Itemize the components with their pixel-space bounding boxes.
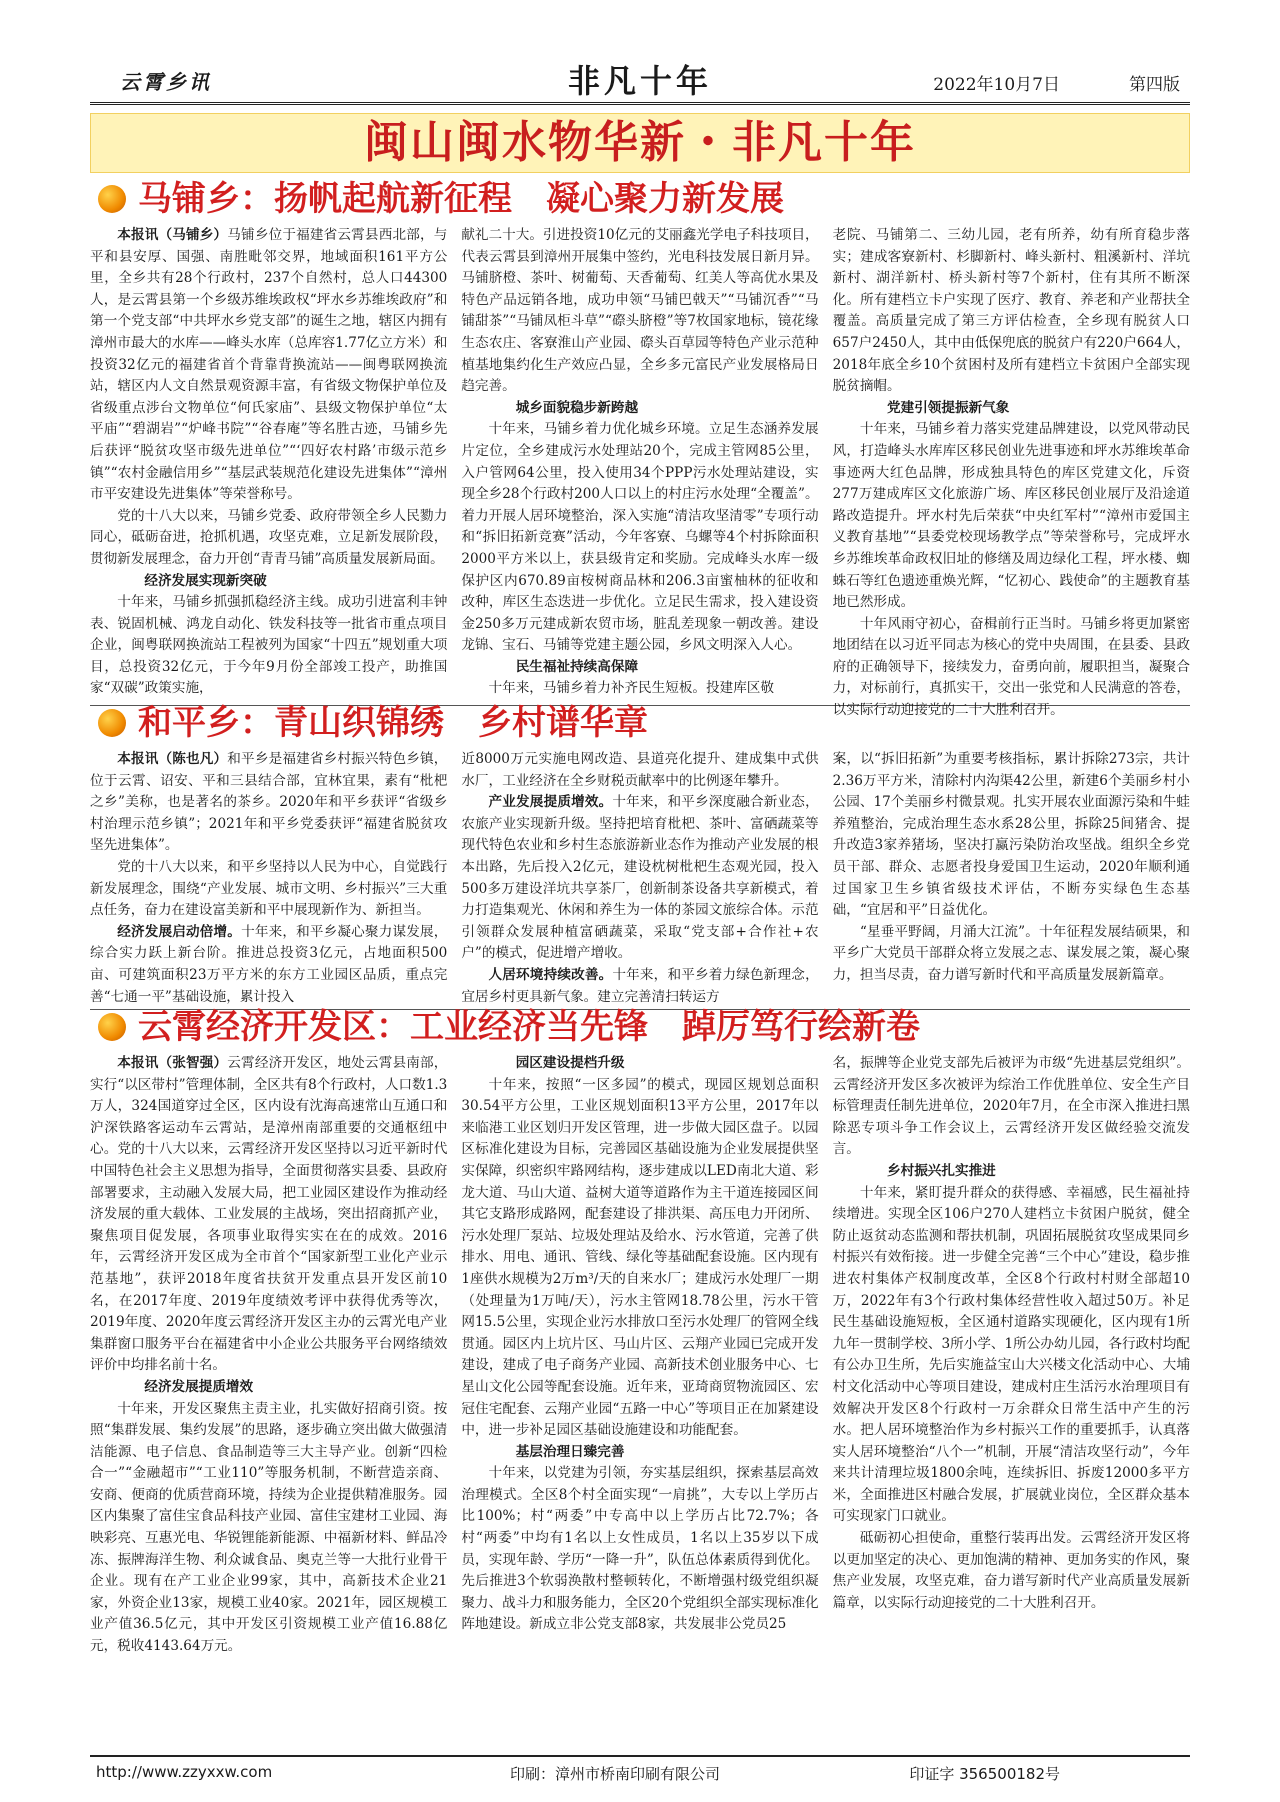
article-headline: 和平乡：青山织锦绣 乡村谱华章 [90, 701, 1190, 745]
license-number: 印证字 356500182号 [909, 1765, 1060, 1783]
subheading: 乡村振兴扎实推进 [887, 1162, 996, 1179]
article-heping [90, 701, 1190, 1005]
paragraph: 砥砺初心担使命，重整行装再出发。云霄经济开发区将以更加坚定的决心、更加饱满的精神、更加务实的作风，聚焦产业发展，攻坚克难，奋力谱写新时代产业高质量发展新篇章，以实际行动迎接党的二十大胜利召开。 [832, 1530, 1190, 1611]
paragraph: 十年来，紧盯提升群众的获得感、幸福感，民生福祉持续增进。实现全区106户270人建档立卡贫困户脱贫，健全防止返贫动态监测和帮扶机制，巩固拓展脱贫攻坚成果同乡村振兴有效衔接。进一步健全完善“三个中心”建设，稳步推进农村集体产权制度改革，全区8个行政村村财全部超10万，2022年有3个行政村集体经营性收入超过50万。补足民生基础设施短板，全区通村道路实现硬化，区内现有1所九年一贯制学校、3所小学、1所公办幼儿园，各行政村均配有公办卫生所，先后实施益宝山大兴楼文化活动中心、大埔村文化活动中心等项目建设，建成村庄生活污水治理项目有效解决开发区8个行政村一万余群众日常生活中产生的污水。把人居环境整治作为乡村振兴工作的重要抓手，认真落实人居环境整治“八个一”机制，开展“清洁攻坚行动”，今年来共计清理垃圾1800余吨，连续拆旧、拆废12000多平方米，全面推进区村融合发展，扩展就业岗位，全区群众基本可实现家门口就业。 [832, 1184, 1190, 1525]
paragraph: “星垂平野阔，月涌大江流”。十年征程发展结硕果，和平乡广大党员干部群众将立发展之志、谋发展之策，凝心聚力，担当尽责，奋力谱写新时代和平高质量发展新篇章。 [832, 923, 1190, 983]
paragraph: 献礼二十大。引进投资10亿元的艾丽鑫光学电子科技项目，代表云霄县到漳州开展集中签约，光电科技发展日新月异。马铺脐橙、茶叶、树葡萄、天香葡萄、红美人等高优水果及特色产品远销各地，成功申领“马铺巴戟天”“马铺沉香”“马铺甜茶”“马铺凤柜斗草”“磜头脐橙”等7枚国家地标，镜花缘生态农庄、客寮淮山产业园、磜头百草园等特色产业示范种植基地集约化生产效应凸显，全乡多元富民产业发展格局日趋完善。 [461, 227, 819, 395]
paragraph: 十年来，开发区聚焦主责主业，扎实做好招商引资。按照“集群发展、集约发展”的思路，逐步确立突出做大做强清洁能源、电子信息、食品制造等三大主导产业。创新“四检合一”“金融超市”“工业110”等服务机制，不断营造亲商、安商、便商的优质营商环境，持续为企业提供精准服务。园区内集聚了富佳宝食品科技产业园、富佳宝建材工业园、海映彩亮、互惠光电、华锐锂能新能源、中福新材料、鲜品冷冻、振牌海洋生物、利众诚食品、奥克兰等一大批行业骨干企业。现有在产工业企业99家，其中，高新技术企业21家，外资企业13家，规模工业40家。2021年，园区规模工业产值36.5亿元，其中开发区引资规模工业产值16.88亿元，税收4143.64万元。 [90, 1400, 448, 1655]
article-column: 本报讯（张智强）云霄经济开发区，地处云霄县南部，实行“以区带村”管理体制，全区共有8个行政村，人口数1.3万人，324国道穿过全区，区内设有沈海高速常山互通口和沪深铁路客运动车云霄站，是漳州南部重要的交通枢纽中心。党的十八大以来，云霄经济开发区坚持以习近平新时代中国特色社会主义思想为指导，全面贯彻落实县委、县政府部署要求，主动融入发展大局，把工业园区建设作为推动经济发展的重大载体、工业发展的主战场，突出招商抓产业，聚焦项目促发展，各项事业取得实实在在的成效。2016年，云霄经济开发区成为全市首个“国家新型工业化产业示范基地”，获评2018年度省扶贫开发重点县开发区前10名，在2017年度、2019年度绩效考评中获得优秀等次，2019年度、2020年度云霄经济开发区主办的云霄光电产业集群窗口服务平台在福建省中小企业公共服务平台网络绩效评价中均排名前十名。 经济发展提质增效 十年来，开发区聚焦主责主业，扎实做好招商引资。按照“集群发展、集约发展”的思路，逐步确立突出做大做强清洁能源、电子信息、食品制造等三大主导产业。创新“四检合一”“金融超市”“工业110”等服务机制，不断营造亲商、安商、便商的优质营商环境，持续为企业提供精准服务。园区内集聚了富佳宝食品科技产业园、富佳宝建材工业园、海映彩亮、互惠光电、华锐锂能新能源、中福新材料、鲜品冷冻、振牌海洋生物、利众诚食品、奥克兰等一大批行业骨干企业。现有在产工业企业99家，其中，高新技术企业21家，外资企业13家，规模工业40家。2021年，园区规模工业产值36.5亿元，其中开发区引资规模工业产值16.88亿元，税收4143.64万元。 [90, 1053, 447, 1645]
lead-title: 经济发展启动倍增。 [117, 923, 242, 940]
article-column: 近8000万元实施电网改造、县道亮化提升、建成集中式供水厂，工业经济在全乡财税贡献率中的比例逐年攀升。 产业发展提质增效。十年来，和平乡深度融合新业态，农旅产业实现新升级。坚持把培育枇杷、茶叶、富硒蔬菜等现代特色农业和乡村生态旅游新业态作为推动产业发展的根本出路，先后投入2亿元，建设枕树枇杷生态观光园，投入500多万建设洋坑共享茶厂，创新制茶设备共享新模式，着力打造集观光、休闲和养生为一体的茶园文旅综合体。示范引领群众发展种植富硒蔬菜，采取“党支部+合作社+农户”的模式，促进增产增收。 人居环境持续改善。十年来，和平乡着力绿色新理念，宜居乡村更具新气象。建立完善清扫转运方 [461, 751, 819, 1005]
subheading: 经济发展实现新突破 [144, 572, 267, 589]
orange-ball-icon [98, 1013, 126, 1041]
article-headline: 云霄经济开发区：工业经济当先锋 踔厉笃行绘新卷 [90, 1005, 1190, 1049]
edition-number: 第四版 [1129, 75, 1180, 95]
article-column [833, 749, 1190, 1003]
paragraph: 十年来，按照“一区多园”的模式，现园区规划总面积30.54平方公里，工业区规划面积13平方公里，2017年以来临港工业区划归开发区管理，进一步做大园区盘子。以园区标准化建设为目标，完善园区基础设施为企业发展提供坚实保障，织密织牢路网结构，逐步建成以LED南北大道、彩龙大道、马山大道、益树大道等道路作为主干道连接园区间其它支路形成路网，配套建设了排洪渠、高压电力开闭所、污水处理厂泵站、垃圾处理站及给水、污水管道，完善了供排水、用电、通讯、管线、绿化等基础配套设施。区内现有1座供水规模为2万m³/天的自来水厂；建成污水处理厂一期（处理量为1万吨/天），污水主管网18.78公里，污水干管网15.5公里，实现企业污水排放口至污水处理厂的管网全线贯通。园区内上坑片区、马山片区、云翔产业园已完成开发建设，建成了电子商务产业园、高新技术创业服务中心、七星山文化公园等配套设施。近年来，亚琦商贸物流园区、宏冠住宅配套、云翔产业园“五路一中心”等项目正在加紧建设中，进一步补足园区基础设施建设和功能配套。 [461, 1076, 819, 1439]
paragraph: 近8000万元实施电网改造、县道亮化提升、建成集中式供水厂，工业经济在全乡财税贡献率中的比例逐年攀升。 [461, 751, 819, 789]
feature-banner: 闽山闽水物华新・非凡十年 [90, 113, 1190, 173]
byline: 本报讯（陈也凡） [117, 751, 228, 767]
paragraph: 党的十八大以来，马铺乡党委、政府带领全乡人民勠力同心，砥砺奋进，抢抓机遇，攻坚克难，立足新发展阶段，贯彻新发展理念，奋力开创“青青马铺”高质量发展新局面。 [90, 507, 448, 567]
orange-ball-icon [98, 185, 126, 213]
printer-info: 印刷：漳州市桥南印刷有限公司 [510, 1765, 721, 1783]
page-title: 非凡十年 [567, 62, 712, 100]
paragraph: 十年来，马铺乡着力优化城乡环境。立足生态涵养发展片定位，全乡建成污水处理站20个，完成主管网85公里，入户管网64公里，投入使用34个PPP污水处理站建设，实现全乡28个行政村200人口以上的村庄污水处理“全覆盖”。着力开展人居环境整治，深入实施“清洁攻坚清零”专项行动和“拆旧拓新竞赛”活动，今年客寮、乌螺等4个村拆除面积2000平方米以上，获县级肯定和奖励。完成峰头水库一级保护区内670.89亩桉树商品林和206.3亩蜜柚林的征收和改种，库区生态迭进一步优化。立足民生需求，投入建设资金250多万元建成新农贸市场，脏乱差现象一朝改善。建设龙锦、宝石、马铺等党建主题公园，乡风文明深入人心。 [461, 421, 819, 654]
subheading: 经济发展提质增效 [144, 1378, 254, 1395]
article-headline: 马铺乡：扬帆起航新征程 凝心聚力新发展 [90, 177, 1190, 221]
article-column: 本报讯（马铺乡）马铺乡位于福建省云霄县西北部，与平和县安厚、国强、南胜毗邻交界，地域面积161平方公里，全乡共有28个行政村，237个自然村，总人口44300人，是云霄县第一个乡级苏维埃政权“坪水乡苏维埃政府”和第一个党支部“中共坪水乡党支部”的诞生之地，辖区内拥有漳州市最大的水库——峰头水库（总库容1.77亿立方米）和投资32亿元的福建省首个背靠背换流站——闽粤联网换流站，辖区内人文自然景观资源丰富，有省级文物保护单位及省级重点涉台文物单位“何氏家庙”、县级文物保护单位“太平庙”“碧湖岩”“炉峰书院”“谷春庵”等名胜古迹，马铺乡先后获评“脱贫攻坚市级先进单位”“‘四好农村路’市级示范乡镇”“农村金融信用乡”“基层武装规范化建设先进集体”“漳州市平安建设先进集体”等荣誉称号。 党的十八大以来，马铺乡党委、政府带领全乡人民勠力同心，砥砺奋进，抢抓机遇，攻坚克难，立足新发展阶段，贯彻新发展理念，奋力开创“青青马铺”高质量发展新局面。 经济发展实现新突破 十年来，马铺乡抓强抓稳经济主线。成功引进富利丰钟表、锐固机械、鸿龙自动化、铁发科技等一批省市重点项目企业，闽粤联网换流站工程被列为国家“十四五”规划重大项目，总投资32亿元，于今年9月份全部竣工投产，助推国家“双碳”政策实施， [90, 225, 447, 699]
paragraph: 十年风雨守初心，奋楫前行正当时。马铺乡将更加紧密地团结在以习近平同志为核心的党中央周围，在县委、县政府的正确领导下，接续发力，奋勇向前，履职担当，凝聚合力，对标前行，真抓实干，交出一张党和人民满意的答卷，以实际行动迎接党的二十大胜利召开。 [832, 615, 1190, 719]
paragraph: 十年来，马铺乡着力补齐民生短板。投建库区敬 [488, 680, 774, 697]
paragraph: 十年来，以党建为引领，夯实基层组织，探索基层高效治理模式。全区8个村全面实现“一肩挑”，大专以上学历占比100%；村“两委”中专高中以上学历占比72.7%；各村“两委”中均有1名以上女性成员，1名以上35岁以下成员，实现年龄、学历“一降一升”，队伍总体素质得到优化。先后推进3个软弱涣散村整顿转化，不断增强村级党组织凝聚力、战斗力和服务能力，全区20个党组织全部实现标准化阵地建设。新成立非公党支部8家，共发展非公党员25 [461, 1465, 819, 1633]
article-mapu [90, 177, 1190, 719]
article-column [461, 225, 818, 699]
subheading: 园区建设提档升级 [515, 1055, 625, 1071]
website-link[interactable]: http://www.zzyxxw.com [96, 1763, 273, 1781]
paragraph: 名，振牌等企业党支部先后被评为市级“先进基层党组织”。云霄经济开发区多次被评为综治工作优胜单位、安全生产目标管理责任制先进单位，2020年7月，在全市深入推进扫黑除恶专项斗争工作会议上，云霄经济开发区做经验交流发言。 [832, 1055, 1190, 1158]
article-column [833, 1053, 1190, 1645]
paragraph: 十年来，马铺乡着力落实党建品牌建设，以党风带动民风，打造峰头水库库区移民创业先进事迹和坪水苏维埃革命事迹两大红色品牌，形成独具特色的库区党建文化，斥资277万建成库区文化旅游广场、库区移民创业展厅及沿途道路改造提升。坪水村先后荣获“中央红军村”“漳州市爱国主义教育基地”“县委党校现场教学点”等荣誉称号，完成坪水乡苏维埃革命政权旧址的修缮及周边绿化工程，坪水楼、蜘蛛石等红色遗迹重焕光辉，“忆初心、践使命”的主题教育基地已然形成。 [832, 421, 1190, 611]
article-column [832, 225, 1190, 719]
paragraph: 党的十八大以来，和平乡坚持以人民为中心，自觉践行新发展理念，围绕“产业发展、城市文明、乡村振兴”三大重点任务，奋力在建设富美新和平中展现新作为、新担当。 [90, 858, 448, 919]
article-column: 本报讯（陈也凡）和平乡是福建省乡村振兴特色乡镇，位于云霄、诏安、平和三县结合部，宜林宜果，素有“枇杷之乡”美称，也是著名的茶乡。2020年和平乡获评“省级乡村治理示范乡镇”；2021年和平乡党委获评“福建省脱贫攻坚先进集体”。 党的十八大以来，和平乡坚持以人民为中心，自觉践行新发展理念，围绕“产业发展、城市文明、乡村振兴”三大重点任务，奋力在建设富美新和平中展现新作为、新担当。 经济发展启动倍增。十年来，和平乡凝心聚力谋发展，综合实力跃上新台阶。推进总投资3亿元，占地面积500亩、可建筑面积23万平方米的东方工业园区品质，重点完善“七通一平”基础设施，累计投入 [90, 751, 448, 1005]
page-footer [90, 1755, 1190, 1783]
lead-title: 产业发展提质增效。 [488, 794, 613, 811]
masthead [90, 56, 1190, 105]
orange-ball-icon [98, 709, 126, 737]
lead-title: 人居环境持续改善。 [488, 966, 613, 983]
subheading: 党建引领提振新气象 [887, 399, 1010, 416]
subheading: 民生福祉持续高保障 [515, 658, 639, 675]
paper-name: 云霄乡讯 [120, 70, 212, 94]
newspaper-page [90, 56, 1190, 1655]
paragraph: 案，以“拆旧拓新”为重要考核指标，累计拆除273宗，共计2.36万平方米，清除村内沟渠42公里，新建6个美丽乡村小公园、17个美丽乡村微景观。扎实开展农业面源污染和牛蛙养殖整治，完成治理生态水系28公里，拆除25间猪舍、提升改造3家养猪场，坚决打赢污染防治攻坚战。组织全乡党员干部、群众、志愿者投身爱国卫生运动，2020年顺利通过国家卫生乡镇省级技术评估，不断夯实绿色生态基础，“宜居和平”日益优化。 [832, 751, 1190, 919]
byline: 本报讯（马铺乡） [117, 227, 228, 243]
subheading: 基层治理日臻完善 [515, 1443, 625, 1460]
issue-date: 2022年10月7日 [933, 75, 1060, 95]
subheading: 城乡面貌稳步新跨越 [515, 399, 639, 416]
article-econ-zone [90, 1005, 1190, 1655]
paragraph: 十年来，马铺乡抓强抓稳经济主线。成功引进富利丰钟表、锐固机械、鸿龙自动化、铁发科技等一批省市重点项目企业，闽粤联网换流站工程被列为国家“十四五”规划重大项目，总投资32亿元，于今年9月份全部竣工投产，助推国家“双碳”政策实施， [90, 594, 448, 697]
paragraph: 老院、马铺第二、三幼儿园，老有所养，幼有所育稳步落实；建成客寮新村、杉脚新村、峰头新村、粗溪新村、洋坑新村、湖洋新村、桥头新村等7个新村，住有其所不断深化。所有建档立卡户实现了医疗、教育、养老和产业帮扶全覆盖。高质量完成了第三方评估检查，全乡现有脱贫人口657户2450人，其中由低保兜底的脱贫户有220户664人，2018年底全乡10个贫困村及所有建档立卡贫困户全部实现脱贫摘帽。 [832, 227, 1190, 395]
byline: 本报讯（张智强） [117, 1055, 228, 1071]
article-column [461, 1053, 818, 1645]
